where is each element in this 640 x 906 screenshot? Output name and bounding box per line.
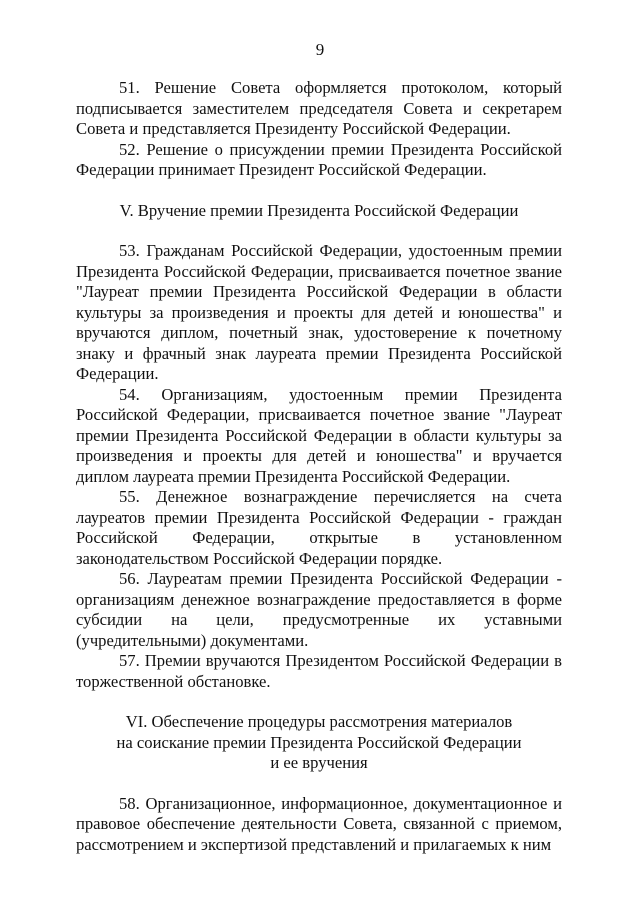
document-body	[76, 78, 562, 855]
section-6-heading-line-1: VI. Обеспечение процедуры рассмотрения материалов	[125, 712, 513, 731]
paragraph-51: 51. Решение Совета оформляется протоколом, который подписывается заместителем председателя Совета и секретарем Совета и представляется Президенту Российской Федерации.	[76, 78, 562, 138]
section-6-heading-line-3: и ее вручения	[270, 753, 368, 772]
section-5-heading: V. Вручение премии Президента Российской Федерации	[119, 200, 519, 220]
section-6-heading	[76, 712, 562, 774]
paragraph-53: 53. Гражданам Российской Федерации, удостоенным премии Президента Российской Федерации, присваивается почетное звание "Лауреат премии Президента Российской Федерации в области культуры за произведения и проекты для детей и юношества" и вручаются диплом, почетный знак, удостоверение к почетному знаку и фрачный знак лауреата премии Президента Российской Федерации.	[76, 241, 562, 383]
paragraph-57: 57. Премии вручаются Президентом Российской Федерации в торжественной обстановке.	[76, 651, 562, 691]
page-number: 9	[315, 40, 325, 59]
paragraph-52: 52. Решение о присуждении премии Президента Российской Федерации принимает Президент Российской Федерации.	[76, 139, 562, 179]
paragraph-56: 56. Лауреатам премии Президента Российской Федерации - организациям денежное вознаграждение предоставляется в форме субсидии на цели, предусмотренные их уставными (учредительными) документами.	[76, 569, 562, 650]
section-6-heading-line-2: на соискание премии Президента Российской Федерации	[116, 732, 522, 752]
paragraph-55: 55. Денежное вознаграждение перечисляется на счета лауреатов премии Президента Российской Федерации - граждан Российской Федерации, открытые в установленном законодательством Российской Федерации порядке.	[76, 487, 562, 568]
paragraph-58: 58. Организационное, информационное, документационное и правовое обеспечение деятельности Совета, связанной с приемом, рассмотрением и экспертизой представлений и прилагаемых к ним	[76, 793, 562, 854]
paragraph-54: 54. Организациям, удостоенным премии Президента Российской Федерации, присваивается почетное звание "Лауреат премии Президента Российской Федерации в области культуры за произведения и проекты для детей и юношества" и вручается диплом лауреата премии Президента Российской Федерации.	[76, 384, 562, 486]
